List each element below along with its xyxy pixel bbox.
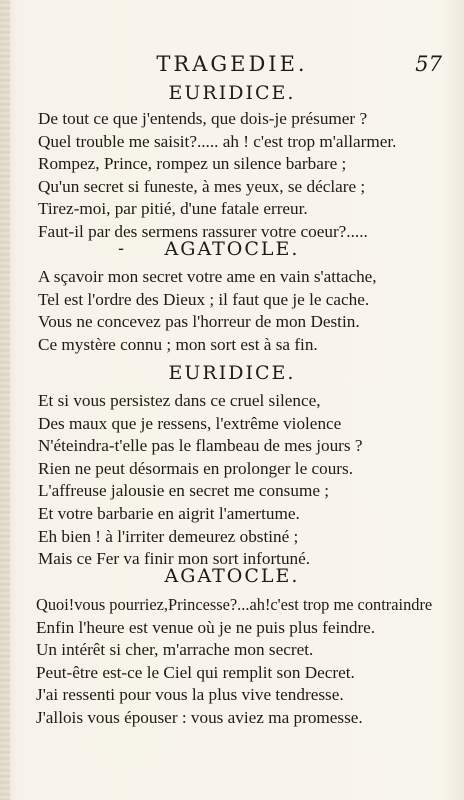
verse-line: De tout ce que j'entends, que dois-je présumer ? [38, 109, 368, 128]
verse-line: Enfin l'heure est venue où je ne puis plus feindre. [36, 617, 376, 637]
verse-line: Eh bien ! à l'irriter demeurez obstiné ; [38, 526, 299, 546]
verse-line: Vous ne concevez pas l'horreur de mon Destin. [38, 312, 360, 332]
verse-line: J'ai ressenti pour vous la plus vive tendresse. [36, 685, 344, 705]
page-number: 57 [415, 52, 442, 76]
verse-block-3 [38, 390, 448, 571]
verse-line: Qu'un secret si funeste, à mes yeux, se déclare ; [38, 176, 366, 196]
verse-line: Faut-il par des sermens rassurer votre coeur?..... [38, 221, 368, 241]
verse-line: Et si vous persistez dans ce cruel silence, [38, 391, 321, 410]
verse-line: N'éteindra-t'elle pas le flambeau de mes jours ? [38, 436, 363, 456]
speaker-heading-agatocle-1: AGATOCLE. [164, 238, 300, 260]
verse-block-4 [36, 594, 446, 730]
verse-line: L'affreuse jalousie en secret me consume ; [38, 481, 330, 501]
verse-line: Quel trouble me saisit?..... ah ! c'est trop m'allarmer. [38, 131, 397, 151]
verse-line: J'allois vous épouser : vous aviez ma promesse. [36, 707, 363, 727]
verse-line: Tel est l'ordre des Dieux ; il faut que je le cache. [38, 289, 370, 309]
verse-block-2 [38, 266, 448, 356]
verse-line: Des maux que je ressens, l'extrême violence [38, 413, 342, 433]
verse-line: Peut-être est-ce le Ciel qui remplit son Decret. [36, 662, 355, 682]
verse-line: Mais ce Fer va finir mon sort infortuné. [38, 549, 311, 569]
page-binding-edge [0, 0, 10, 800]
verse-line: Quoi!vous pourriez,Princesse?...ah!c'est trop me contraindre [36, 595, 433, 614]
verse-line: Ce mystère connu ; mon sort est à sa fin. [38, 334, 318, 354]
verse-line: A sçavoir mon secret votre ame en vain s'attache, [38, 267, 377, 286]
ornament-dash: - [118, 238, 125, 259]
speaker-heading-agatocle-2: AGATOCLE. [164, 565, 300, 587]
verse-line: Et votre barbarie en aigrit l'amertume. [38, 503, 300, 523]
running-head: TRAGEDIE. [156, 52, 308, 76]
verse-line: Tirez-moi, par pitié, d'une fatale erreur. [38, 199, 308, 219]
speaker-heading-euridice-2: EURIDICE. [168, 362, 296, 384]
verse-line: Rien ne peut désormais en prolonger le cours. [38, 458, 354, 478]
verse-block-1 [38, 108, 448, 244]
speaker-heading-euridice-1: EURIDICE. [168, 82, 296, 104]
verse-line: Un intérêt si cher, m'arrache mon secret. [36, 640, 314, 660]
verse-line: Rompez, Prince, rompez un silence barbare ; [38, 154, 347, 174]
